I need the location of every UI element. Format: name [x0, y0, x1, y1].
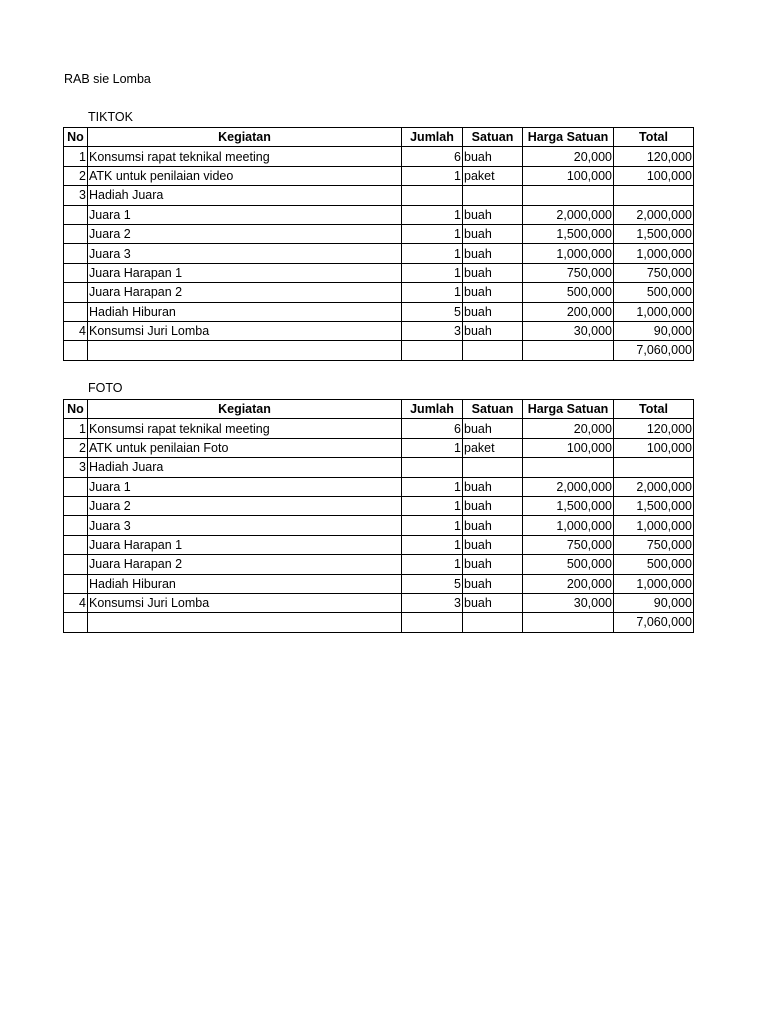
cell-harga-satuan: 750,000: [523, 263, 614, 282]
cell-kegiatan: Hadiah Juara: [88, 458, 402, 477]
table-row: [64, 283, 694, 302]
table-row: [64, 321, 694, 340]
cell-no: 2: [64, 166, 88, 185]
cell-kegiatan: Juara Harapan 2: [88, 555, 402, 574]
document-title: RAB sie Lomba: [64, 72, 151, 86]
cell-total: 1,000,000: [614, 302, 694, 321]
cell-harga-satuan: [523, 341, 614, 360]
cell-no: [64, 263, 88, 282]
cell-satuan: buah: [463, 496, 523, 515]
header-jumlah: Jumlah: [402, 128, 463, 147]
table-row: [64, 458, 694, 477]
header-row: [64, 128, 694, 147]
header-harga-satuan: Harga Satuan: [523, 128, 614, 147]
cell-total: 1,500,000: [614, 496, 694, 515]
cell-no: [64, 341, 88, 360]
cell-kegiatan: ATK untuk penilaian video: [88, 166, 402, 185]
cell-satuan: buah: [463, 419, 523, 438]
header-kegiatan: Kegiatan: [88, 128, 402, 147]
cell-kegiatan: Konsumsi rapat teknikal meeting: [88, 419, 402, 438]
cell-total: 100,000: [614, 438, 694, 457]
cell-harga-satuan: 2,000,000: [523, 205, 614, 224]
cell-jumlah: 1: [402, 438, 463, 457]
cell-harga-satuan: 100,000: [523, 166, 614, 185]
cell-satuan: paket: [463, 166, 523, 185]
cell-kegiatan: [88, 341, 402, 360]
cell-total: 1,500,000: [614, 224, 694, 243]
cell-no: 4: [64, 321, 88, 340]
cell-satuan: [463, 341, 523, 360]
table-row: [64, 555, 694, 574]
budget-table: [63, 127, 694, 361]
cell-harga-satuan: [523, 458, 614, 477]
header-row: [64, 400, 694, 419]
table-row: [64, 593, 694, 612]
cell-harga-satuan: [523, 186, 614, 205]
cell-jumlah: 3: [402, 321, 463, 340]
cell-no: [64, 613, 88, 632]
cell-total: 120,000: [614, 147, 694, 166]
cell-kegiatan: Juara 1: [88, 205, 402, 224]
cell-no: 1: [64, 147, 88, 166]
cell-kegiatan: Konsumsi rapat teknikal meeting: [88, 147, 402, 166]
header-no: No: [64, 128, 88, 147]
cell-no: 3: [64, 458, 88, 477]
cell-satuan: buah: [463, 302, 523, 321]
cell-no: [64, 574, 88, 593]
cell-satuan: buah: [463, 555, 523, 574]
table-row: [64, 147, 694, 166]
cell-total: 120,000: [614, 419, 694, 438]
cell-satuan: buah: [463, 244, 523, 263]
cell-satuan: buah: [463, 321, 523, 340]
cell-jumlah: 1: [402, 244, 463, 263]
cell-satuan: [463, 186, 523, 205]
cell-no: [64, 302, 88, 321]
cell-kegiatan: Hadiah Hiburan: [88, 302, 402, 321]
cell-satuan: buah: [463, 535, 523, 554]
cell-jumlah: 1: [402, 535, 463, 554]
cell-total: 750,000: [614, 535, 694, 554]
budget-table: [63, 399, 694, 633]
section-label: TIKTOK: [88, 110, 133, 124]
cell-kegiatan: Juara Harapan 2: [88, 283, 402, 302]
cell-jumlah: [402, 458, 463, 477]
cell-total: 7,060,000: [614, 613, 694, 632]
table-row: [64, 166, 694, 185]
cell-kegiatan: Hadiah Hiburan: [88, 574, 402, 593]
cell-harga-satuan: 1,500,000: [523, 224, 614, 243]
cell-kegiatan: Juara Harapan 1: [88, 263, 402, 282]
table-row: [64, 535, 694, 554]
cell-harga-satuan: 2,000,000: [523, 477, 614, 496]
cell-satuan: buah: [463, 263, 523, 282]
cell-satuan: [463, 458, 523, 477]
cell-no: [64, 244, 88, 263]
cell-kegiatan: Juara 2: [88, 224, 402, 243]
cell-harga-satuan: 1,500,000: [523, 496, 614, 515]
cell-no: [64, 516, 88, 535]
cell-kegiatan: Juara 3: [88, 516, 402, 535]
cell-no: 1: [64, 419, 88, 438]
cell-harga-satuan: 30,000: [523, 593, 614, 612]
cell-harga-satuan: 20,000: [523, 147, 614, 166]
table-row: [64, 477, 694, 496]
cell-total: 1,000,000: [614, 516, 694, 535]
cell-jumlah: 6: [402, 147, 463, 166]
table-row: [64, 419, 694, 438]
cell-harga-satuan: 200,000: [523, 302, 614, 321]
table-row: [64, 574, 694, 593]
cell-total: [614, 186, 694, 205]
cell-kegiatan: Juara 2: [88, 496, 402, 515]
table-row: [64, 516, 694, 535]
cell-jumlah: 1: [402, 166, 463, 185]
table-row: [64, 438, 694, 457]
cell-total: 500,000: [614, 555, 694, 574]
header-satuan: Satuan: [463, 128, 523, 147]
cell-jumlah: 1: [402, 283, 463, 302]
cell-jumlah: 6: [402, 419, 463, 438]
cell-total: 2,000,000: [614, 477, 694, 496]
table-row: [64, 613, 694, 632]
cell-kegiatan: Konsumsi Juri Lomba: [88, 321, 402, 340]
cell-jumlah: 1: [402, 516, 463, 535]
table-row: [64, 341, 694, 360]
cell-no: [64, 555, 88, 574]
cell-total: [614, 458, 694, 477]
cell-total: 1,000,000: [614, 574, 694, 593]
cell-total: 7,060,000: [614, 341, 694, 360]
cell-jumlah: 1: [402, 477, 463, 496]
cell-harga-satuan: 1,000,000: [523, 244, 614, 263]
header-jumlah: Jumlah: [402, 400, 463, 419]
cell-no: [64, 283, 88, 302]
cell-satuan: buah: [463, 205, 523, 224]
cell-jumlah: [402, 613, 463, 632]
cell-kegiatan: Juara Harapan 1: [88, 535, 402, 554]
table-row: [64, 205, 694, 224]
cell-harga-satuan: 1,000,000: [523, 516, 614, 535]
cell-kegiatan: ATK untuk penilaian Foto: [88, 438, 402, 457]
cell-kegiatan: Konsumsi Juri Lomba: [88, 593, 402, 612]
cell-satuan: [463, 613, 523, 632]
cell-kegiatan: Juara 1: [88, 477, 402, 496]
cell-total: 500,000: [614, 283, 694, 302]
cell-satuan: buah: [463, 224, 523, 243]
cell-satuan: buah: [463, 147, 523, 166]
table-row: [64, 263, 694, 282]
section-label: FOTO: [88, 381, 123, 395]
cell-no: [64, 496, 88, 515]
cell-harga-satuan: 200,000: [523, 574, 614, 593]
cell-jumlah: 1: [402, 555, 463, 574]
cell-no: [64, 477, 88, 496]
cell-satuan: buah: [463, 574, 523, 593]
cell-no: 4: [64, 593, 88, 612]
table-row: [64, 244, 694, 263]
cell-total: 1,000,000: [614, 244, 694, 263]
cell-jumlah: 3: [402, 593, 463, 612]
cell-harga-satuan: 500,000: [523, 283, 614, 302]
cell-jumlah: 5: [402, 302, 463, 321]
header-satuan: Satuan: [463, 400, 523, 419]
cell-total: 750,000: [614, 263, 694, 282]
cell-no: 3: [64, 186, 88, 205]
cell-satuan: buah: [463, 283, 523, 302]
cell-satuan: paket: [463, 438, 523, 457]
cell-total: 100,000: [614, 166, 694, 185]
cell-no: [64, 535, 88, 554]
cell-jumlah: 1: [402, 496, 463, 515]
cell-kegiatan: Juara 3: [88, 244, 402, 263]
cell-jumlah: 1: [402, 205, 463, 224]
table-row: [64, 302, 694, 321]
cell-no: [64, 205, 88, 224]
header-kegiatan: Kegiatan: [88, 400, 402, 419]
cell-total: 90,000: [614, 321, 694, 340]
table-row: [64, 496, 694, 515]
cell-harga-satuan: [523, 613, 614, 632]
cell-jumlah: 1: [402, 224, 463, 243]
header-total: Total: [614, 128, 694, 147]
table-row: [64, 224, 694, 243]
cell-total: 90,000: [614, 593, 694, 612]
cell-satuan: buah: [463, 477, 523, 496]
cell-harga-satuan: 30,000: [523, 321, 614, 340]
header-no: No: [64, 400, 88, 419]
cell-harga-satuan: 20,000: [523, 419, 614, 438]
cell-satuan: buah: [463, 516, 523, 535]
cell-harga-satuan: 750,000: [523, 535, 614, 554]
table-row: [64, 186, 694, 205]
cell-satuan: buah: [463, 593, 523, 612]
cell-total: 2,000,000: [614, 205, 694, 224]
cell-no: [64, 224, 88, 243]
cell-jumlah: 1: [402, 263, 463, 282]
cell-kegiatan: Hadiah Juara: [88, 186, 402, 205]
cell-kegiatan: [88, 613, 402, 632]
cell-jumlah: [402, 341, 463, 360]
cell-harga-satuan: 500,000: [523, 555, 614, 574]
cell-no: 2: [64, 438, 88, 457]
cell-jumlah: 5: [402, 574, 463, 593]
cell-jumlah: [402, 186, 463, 205]
header-harga-satuan: Harga Satuan: [523, 400, 614, 419]
header-total: Total: [614, 400, 694, 419]
cell-harga-satuan: 100,000: [523, 438, 614, 457]
